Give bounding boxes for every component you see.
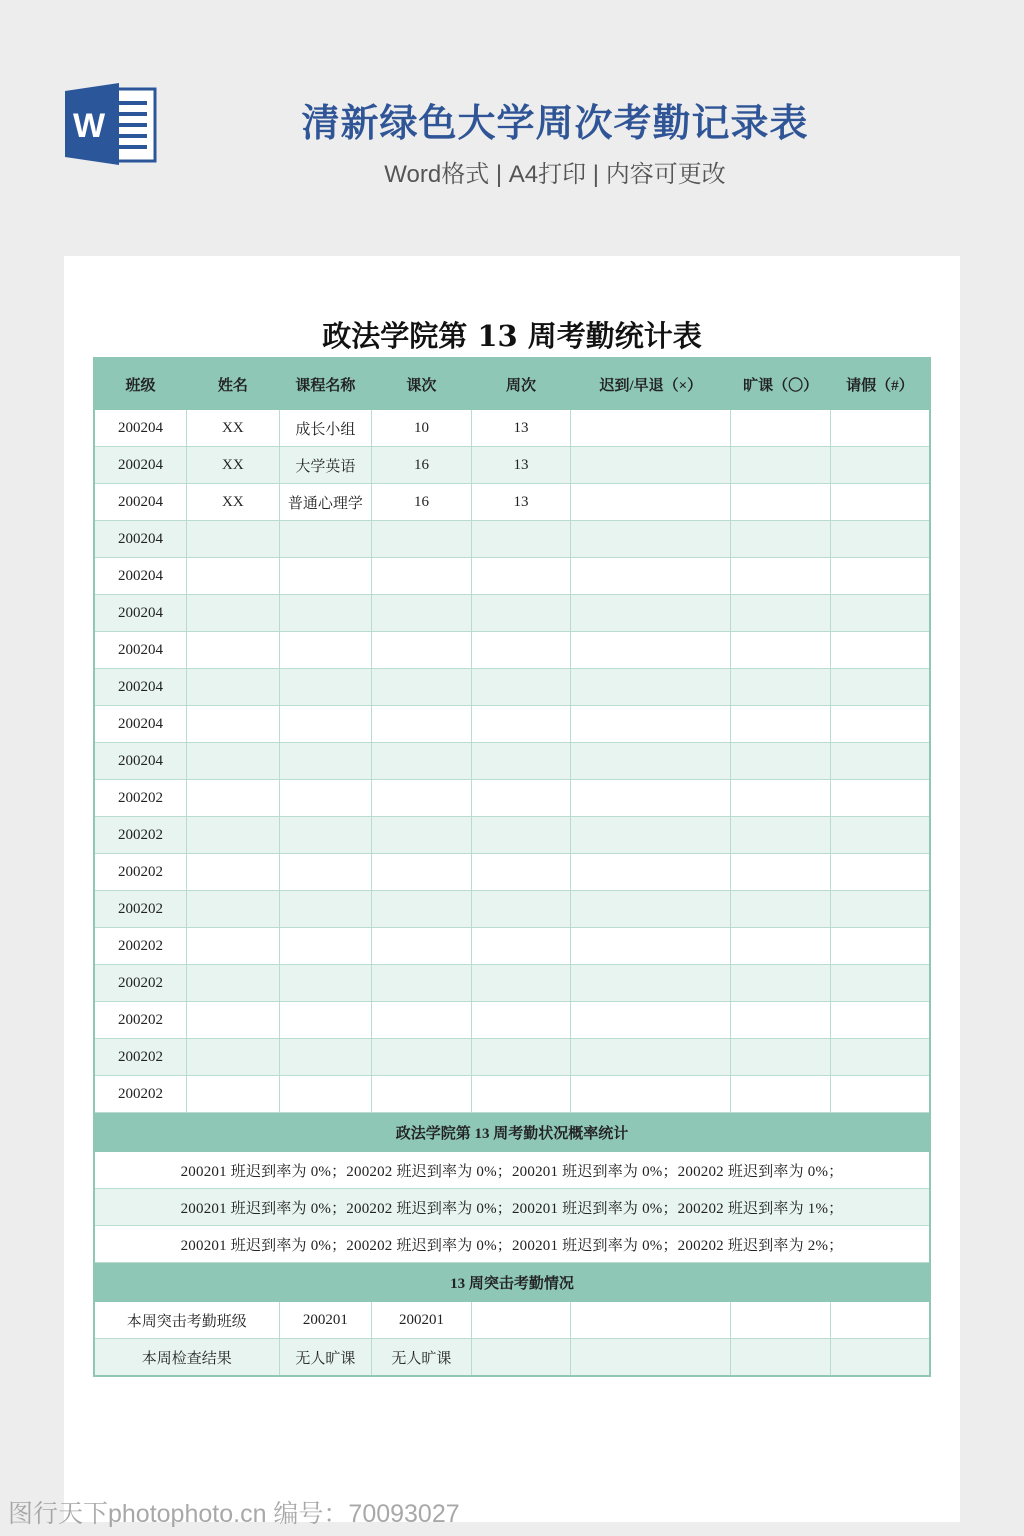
page-header bbox=[0, 0, 1024, 256]
page-subtitle: Word格式 | A4打印 | 内容可更改 bbox=[384, 161, 726, 188]
table-cell bbox=[571, 1039, 731, 1076]
table-cell: 200204 bbox=[94, 743, 187, 780]
table-cell bbox=[571, 854, 731, 891]
column-header: 班级 bbox=[94, 358, 187, 410]
table-cell bbox=[571, 595, 731, 632]
table-cell bbox=[372, 780, 472, 817]
table-row bbox=[94, 1039, 930, 1076]
table-cell bbox=[279, 669, 372, 706]
spot-check-section-header bbox=[94, 1263, 930, 1302]
table-cell bbox=[372, 706, 472, 743]
table-cell bbox=[830, 484, 930, 521]
table-cell: 13 bbox=[471, 410, 571, 447]
table-cell bbox=[731, 928, 831, 965]
table-cell bbox=[471, 595, 571, 632]
table-cell bbox=[279, 521, 372, 558]
table-cell bbox=[187, 558, 280, 595]
table-cell bbox=[279, 706, 372, 743]
table-cell bbox=[187, 595, 280, 632]
column-header: 旷课（〇） bbox=[731, 358, 831, 410]
table-cell bbox=[830, 706, 930, 743]
table-cell bbox=[571, 558, 731, 595]
table-cell bbox=[471, 669, 571, 706]
spot-check-title: 13 周突击考勤情况 bbox=[94, 1263, 930, 1302]
table-cell bbox=[372, 595, 472, 632]
table-cell bbox=[731, 447, 831, 484]
table-cell bbox=[571, 965, 731, 1002]
table-row bbox=[94, 1076, 930, 1113]
column-header: 请假（#） bbox=[830, 358, 930, 410]
table-row bbox=[94, 1002, 930, 1039]
table-cell bbox=[372, 965, 472, 1002]
table-cell bbox=[279, 928, 372, 965]
table-cell bbox=[830, 928, 930, 965]
table-row bbox=[94, 410, 930, 447]
table-cell bbox=[372, 1076, 472, 1113]
table-cell bbox=[471, 521, 571, 558]
table-cell: 200204 bbox=[94, 410, 187, 447]
table-cell bbox=[731, 854, 831, 891]
table-cell: 200202 bbox=[94, 928, 187, 965]
spot-check-cell bbox=[571, 1339, 731, 1377]
table-cell: 200204 bbox=[94, 447, 187, 484]
table-cell bbox=[731, 891, 831, 928]
table-cell: 10 bbox=[372, 410, 472, 447]
table-cell bbox=[731, 595, 831, 632]
stats-row bbox=[94, 1189, 930, 1226]
table-cell: XX bbox=[187, 484, 280, 521]
table-cell bbox=[731, 780, 831, 817]
table-cell bbox=[571, 928, 731, 965]
table-cell bbox=[731, 1039, 831, 1076]
table-cell bbox=[471, 891, 571, 928]
table-cell bbox=[731, 706, 831, 743]
spot-check-cell: 无人旷课 bbox=[279, 1339, 372, 1377]
table-cell: 200204 bbox=[94, 521, 187, 558]
table-cell bbox=[571, 669, 731, 706]
table-cell: 成长小组 bbox=[279, 410, 372, 447]
table-cell bbox=[187, 1039, 280, 1076]
table-row bbox=[94, 743, 930, 780]
table-cell bbox=[279, 1002, 372, 1039]
table-cell bbox=[372, 854, 472, 891]
spot-check-cell bbox=[830, 1302, 930, 1339]
table-cell bbox=[279, 1039, 372, 1076]
table-cell: 200204 bbox=[94, 669, 187, 706]
table-cell bbox=[471, 965, 571, 1002]
table-cell bbox=[830, 817, 930, 854]
column-header: 姓名 bbox=[187, 358, 280, 410]
table-cell: 16 bbox=[372, 447, 472, 484]
table-cell bbox=[279, 891, 372, 928]
column-header: 迟到/早退（×） bbox=[571, 358, 731, 410]
table-cell bbox=[372, 521, 472, 558]
table-cell bbox=[279, 1076, 372, 1113]
table-cell bbox=[471, 706, 571, 743]
table-header-row bbox=[94, 358, 930, 410]
table-cell: 普通心理学 bbox=[279, 484, 372, 521]
table-cell bbox=[830, 743, 930, 780]
table-cell bbox=[830, 1039, 930, 1076]
table-cell bbox=[471, 817, 571, 854]
table-cell bbox=[279, 595, 372, 632]
table-cell bbox=[571, 410, 731, 447]
table-row bbox=[94, 484, 930, 521]
table-cell bbox=[187, 521, 280, 558]
table-row bbox=[94, 706, 930, 743]
table-cell: 200202 bbox=[94, 1002, 187, 1039]
table-cell bbox=[731, 669, 831, 706]
document-title: 政法学院第 13 周考勤统计表 bbox=[322, 319, 702, 353]
spot-check-label: 本周突击考勤班级 bbox=[94, 1302, 279, 1339]
table-cell: 13 bbox=[471, 484, 571, 521]
table-cell bbox=[731, 1076, 831, 1113]
table-cell bbox=[187, 632, 280, 669]
table-cell bbox=[830, 1002, 930, 1039]
stats-line: 200201 班迟到率为 0%；200202 班迟到率为 0%；200201 班迟到率为 0%；200202 班迟到率为 0%； bbox=[94, 1152, 930, 1189]
table-cell bbox=[830, 965, 930, 1002]
table-cell: 200204 bbox=[94, 558, 187, 595]
spot-check-label: 本周检查结果 bbox=[94, 1339, 279, 1377]
table-cell bbox=[372, 632, 472, 669]
table-cell bbox=[372, 669, 472, 706]
table-cell bbox=[279, 780, 372, 817]
table-row bbox=[94, 817, 930, 854]
table-cell: 200202 bbox=[94, 780, 187, 817]
spot-check-row bbox=[94, 1302, 930, 1339]
table-cell bbox=[187, 706, 280, 743]
table-cell: 200204 bbox=[94, 632, 187, 669]
table-row bbox=[94, 928, 930, 965]
table-cell bbox=[372, 1039, 472, 1076]
table-cell bbox=[471, 780, 571, 817]
table-cell bbox=[187, 854, 280, 891]
table-cell: 大学英语 bbox=[279, 447, 372, 484]
table-cell bbox=[731, 743, 831, 780]
table-cell: 200202 bbox=[94, 817, 187, 854]
table-cell bbox=[571, 632, 731, 669]
table-cell bbox=[187, 817, 280, 854]
table-row bbox=[94, 780, 930, 817]
table-cell: 200202 bbox=[94, 854, 187, 891]
table-cell bbox=[471, 743, 571, 780]
table-cell bbox=[830, 558, 930, 595]
table-cell bbox=[830, 1076, 930, 1113]
table-cell bbox=[731, 521, 831, 558]
stats-row bbox=[94, 1152, 930, 1189]
table-cell bbox=[731, 1002, 831, 1039]
table-cell: 200202 bbox=[94, 965, 187, 1002]
attendance-table bbox=[93, 357, 931, 1377]
table-cell bbox=[731, 632, 831, 669]
table-cell bbox=[372, 1002, 472, 1039]
table-row bbox=[94, 447, 930, 484]
table-cell bbox=[571, 521, 731, 558]
spot-check-cell bbox=[471, 1302, 571, 1339]
table-cell bbox=[471, 1039, 571, 1076]
table-row bbox=[94, 558, 930, 595]
table-cell bbox=[830, 780, 930, 817]
table-cell bbox=[571, 817, 731, 854]
spot-check-cell bbox=[731, 1302, 831, 1339]
table-cell bbox=[830, 891, 930, 928]
table-cell bbox=[187, 669, 280, 706]
table-row bbox=[94, 595, 930, 632]
spot-check-cell bbox=[731, 1339, 831, 1377]
stats-line: 200201 班迟到率为 0%；200202 班迟到率为 0%；200201 班迟到率为 0%；200202 班迟到率为 2%； bbox=[94, 1226, 930, 1263]
table-cell bbox=[830, 854, 930, 891]
table-cell bbox=[187, 1076, 280, 1113]
table-cell bbox=[187, 928, 280, 965]
table-cell: 200202 bbox=[94, 891, 187, 928]
table-cell bbox=[571, 484, 731, 521]
table-cell bbox=[279, 965, 372, 1002]
table-row bbox=[94, 854, 930, 891]
spot-check-cell: 200201 bbox=[372, 1302, 472, 1339]
table-cell bbox=[372, 817, 472, 854]
column-header: 课次 bbox=[372, 358, 472, 410]
table-cell bbox=[830, 521, 930, 558]
stats-title: 政法学院第 13 周考勤状况概率统计 bbox=[94, 1113, 930, 1152]
table-cell bbox=[187, 1002, 280, 1039]
column-header: 课程名称 bbox=[279, 358, 372, 410]
table-cell bbox=[279, 558, 372, 595]
table-row bbox=[94, 891, 930, 928]
table-cell bbox=[830, 595, 930, 632]
table-cell: XX bbox=[187, 410, 280, 447]
table-cell bbox=[372, 743, 472, 780]
table-row bbox=[94, 965, 930, 1002]
table-cell bbox=[571, 780, 731, 817]
table-cell bbox=[471, 1076, 571, 1113]
stats-line: 200201 班迟到率为 0%；200202 班迟到率为 0%；200201 班迟到率为 0%；200202 班迟到率为 1%； bbox=[94, 1189, 930, 1226]
table-cell bbox=[471, 854, 571, 891]
table-cell: 200204 bbox=[94, 595, 187, 632]
page-title: 清新绿色大学周次考勤记录表 bbox=[301, 103, 809, 145]
table-cell: 200202 bbox=[94, 1039, 187, 1076]
spot-check-cell: 无人旷课 bbox=[372, 1339, 472, 1377]
table-cell bbox=[372, 558, 472, 595]
table-cell bbox=[372, 891, 472, 928]
stats-section-header bbox=[94, 1113, 930, 1152]
spot-check-cell bbox=[571, 1302, 731, 1339]
table-cell bbox=[279, 743, 372, 780]
table-cell bbox=[571, 1002, 731, 1039]
table-cell bbox=[571, 706, 731, 743]
column-header: 周次 bbox=[471, 358, 571, 410]
table-cell bbox=[830, 669, 930, 706]
spot-check-cell bbox=[471, 1339, 571, 1377]
table-cell bbox=[279, 817, 372, 854]
table-cell bbox=[372, 928, 472, 965]
table-cell bbox=[830, 632, 930, 669]
table-row bbox=[94, 632, 930, 669]
table-cell bbox=[571, 1076, 731, 1113]
watermark: 图行天下photophoto.cn 编号：70093027 bbox=[8, 1500, 460, 1528]
word-doc-icon bbox=[65, 83, 157, 165]
table-cell: 200204 bbox=[94, 706, 187, 743]
spot-check-row bbox=[94, 1339, 930, 1377]
table-cell: 16 bbox=[372, 484, 472, 521]
spot-check-cell: 200201 bbox=[279, 1302, 372, 1339]
table-cell bbox=[187, 743, 280, 780]
table-cell: 200204 bbox=[94, 484, 187, 521]
table-cell bbox=[731, 965, 831, 1002]
table-cell: XX bbox=[187, 447, 280, 484]
table-row bbox=[94, 521, 930, 558]
table-cell bbox=[731, 410, 831, 447]
table-cell bbox=[731, 817, 831, 854]
table-cell bbox=[571, 891, 731, 928]
table-cell bbox=[279, 632, 372, 669]
table-row bbox=[94, 669, 930, 706]
table-cell bbox=[731, 484, 831, 521]
table-cell bbox=[187, 780, 280, 817]
table-cell bbox=[471, 1002, 571, 1039]
table-cell bbox=[830, 447, 930, 484]
table-cell bbox=[187, 891, 280, 928]
table-cell: 13 bbox=[471, 447, 571, 484]
table-cell bbox=[471, 632, 571, 669]
table-cell bbox=[830, 410, 930, 447]
spot-check-cell bbox=[830, 1339, 930, 1377]
table-cell bbox=[187, 965, 280, 1002]
stats-row bbox=[94, 1226, 930, 1263]
table-cell bbox=[471, 558, 571, 595]
table-cell bbox=[731, 558, 831, 595]
word-icon-letter: W bbox=[72, 107, 106, 145]
table-cell bbox=[571, 743, 731, 780]
table-cell bbox=[471, 928, 571, 965]
table-cell bbox=[279, 854, 372, 891]
table-cell: 200202 bbox=[94, 1076, 187, 1113]
table-cell bbox=[571, 447, 731, 484]
